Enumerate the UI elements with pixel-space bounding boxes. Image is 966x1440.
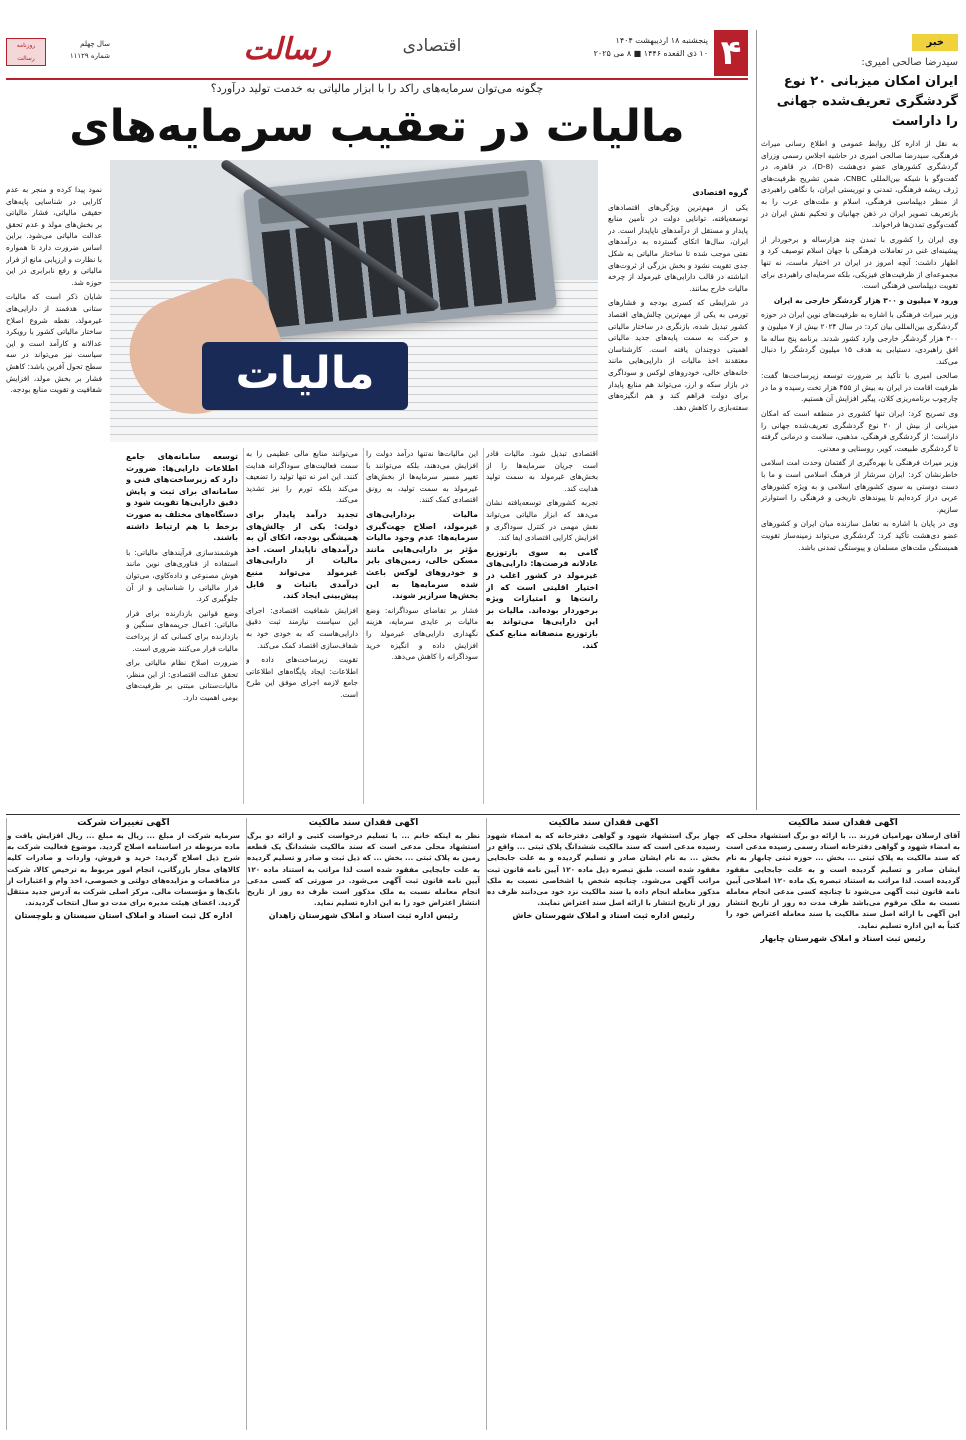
feature-paragraph: یکی از مهم‌ترین ویژگی‌های اقتصادهای توسعه‌یافته، توانایی دولت در تأمین منابع پایدار و مستقل از درآمدهای ناپایدار است. در ایران، سال‌ها اتکای گسترده به درآمدهای نفتی موجب شده تا ساختار مالیاتی به شکل جدی تقویت نشود و بخش بزرگی از ثروت‌های انباشته در قالب دارایی‌های غیرمولد از چرخه مالیات خارج بمانند. (608, 202, 748, 293)
date-other: ۱۰ ذی القعده ۱۴۴۶ ■ ۸ می ۲۰۲۵ (593, 49, 708, 58)
news-headline[interactable]: ایران امکان میزبانی ۲۰ نوع گردشگری تعریف‌شده جهانی را داراست (776, 74, 958, 129)
badge-bottom: رسالت (17, 55, 35, 62)
column-divider (363, 448, 364, 804)
news-paragraph: وی در پایان با اشاره به تعامل سازنده میان ایران و کشورهای عضو دی‌هشت تأکید کرد: گردشگری می‌تواند زمینه‌ساز تقویت همبستگی ملت‌های مسلمان و پیوستگی تمدنی باشد. (761, 519, 958, 552)
issue-number: شماره ۱۱۱۲۹ (69, 52, 110, 60)
feature-column-right (608, 184, 748, 804)
notice-item (247, 818, 480, 920)
feature-paragraph: تقویت زیرساخت‌های داده و اطلاعات: ایجاد پایگاه‌های اطلاعاتی جامع لازمه اجرای موفق این طرح است. (246, 655, 358, 699)
news-paragraph: به نقل از اداره کل روابط عمومی و اطلاع رسانی میراث فرهنگی، سیدرضا صالحی امیری در حاشیه اجلاس رسمی وزرای گردشگری کشورهای عضو دی‌هشت (D-8)، در قاهره، در گفت‌وگو با شبکه بین‌المللی CNBC، ضمن تشریح ظرفیت‌های ژرف ریشه فرهنگی، تمدنی و توریستی ایران، با نگاهی راهبردی از منظر دیپلماسی فرهنگی، اسلام و ملت‌های عرب را به بازتعریف تصویر ایران در ذهن جهانیان و تحکیم نقش ایران در گفت‌وگوی تمدن‌ها فراخواند. (761, 139, 959, 230)
feature-paragraph: وضع قوانین بازدارنده برای فرار مالیاتی: اعمال جریمه‌های سنگین و بازدارنده برای کسانی که از پرداخت مالیات فرار می‌کنند ضروری است. (126, 608, 238, 653)
photo-caption-stamp: مالیات (202, 342, 408, 410)
notice-signature: اداره کل ثبت اسناد و املاک استان سیستان و بلوچستان (14, 911, 233, 921)
news-paragraph: وی تصریح کرد: ایران تنها کشوری در منطقه است که امکان میزبانی از بیش از ۲۰ نوع گردشگری تعریف‌شده جهانی را داراست؛ از گردشگری فرهنگی، مذهبی، سلامت و درمانی گرفته تا گردشگری طبیعت، کویر، روستایی و معدنی. (761, 409, 958, 453)
date-persian: پنجشنبه ۱۸ اردیبهشت ۱۴۰۴ (615, 36, 708, 45)
feature-kicker: چگونه می‌توان سرمایه‌های راکد را با ابزار مالیاتی به خدمت تولید درآورد؟ (210, 82, 544, 95)
feature-paragraph: ضرورت اصلاح نظام مالیاتی برای تحقق عدالت اقتصادی: از این منظر، مالیات‌ستانی مبتنی بر ظرفیت‌های بومی اهمیت دارد. (126, 658, 238, 702)
notice-body: نظر به اینکه خانم ... با تسلیم درخواست کتبی و ارائه دو برگ استشهاد محلی مدعی است که سند مالکیت ششدانگ یک قطعه زمین به پلاک ثبتی ... بخش ... که ذیل ثبت و صادر و تسلیم گردیده به علت جابجایی مفقود شده است لذا مراتب به استناد ماده ۱۲۰ آیین نامه قانون ثبت آگهی می‌شود. در صورتی که کسی مدعی انجام معامله نسبت به ملک مذکور است ظرف ده روز از تاریخ انتشار اعتراض خود را به این اداره تسلیم نماید. (247, 831, 480, 908)
news-paragraph: وزیر میراث فرهنگی با بهره‌گیری از گفتمان وحدت امت اسلامی خاطرنشان کرد: ایران سرشار از فرهنگ اسلامی است و ما با دست دوستی به سوی کشورهای اسلامی و به ویژه کشورهای عربی دراز کرده‌ایم تا پیوندهای تاریخی و فرهنگی را استوارتر سازیم. (761, 458, 958, 514)
notice-signature: رئیس اداره ثبت اسناد و املاک شهرستان خاش (512, 911, 695, 921)
notice-title: آگهی فقدان سند مالکیت (548, 818, 659, 828)
notice-item (726, 818, 960, 943)
feature-photo (110, 160, 598, 442)
section-label: اقتصادی (402, 36, 462, 56)
notices-rule (6, 814, 960, 815)
newspaper-logo[interactable]: رسالت (243, 32, 331, 67)
notice-signature: رئیس ثبت اسناد و املاک شهرستان چابهار (760, 933, 926, 943)
column-divider (483, 448, 484, 804)
feature-headline[interactable]: مالیات در تعقیب سرمایه‌های (69, 101, 685, 152)
feature-paragraph: اقتصادی تبدیل شود. مالیات قادر است جریان سرمایه‌ها را از بخش‌های غیرمولد به سمت تولید هدایت کند. (486, 449, 598, 493)
news-tag: خبر (912, 34, 958, 51)
notice-title: آگهی تغییرات شرکت (77, 818, 170, 828)
feature-column-left (6, 184, 102, 804)
news-paragraph: صالحی امیری با تأکید بر ضرورت توسعه زیرساخت‌ها گفت: ظرفیت اقامت در ایران به بیش از ۴۵۵ هزار تخت رسیده و ما در چارچوب برنامه‌ریزی کلان، پیگیر افزایش آن هستیم. (761, 371, 958, 404)
date-block (568, 34, 708, 60)
page-number: ۴ (714, 30, 748, 76)
notice-item (487, 818, 720, 920)
feature-column-2 (366, 448, 478, 808)
news-subheading: ورود ۷ میلیون و ۳۰۰ هزار گردشگر خارجی به ایران (773, 295, 958, 305)
feature-column-1 (486, 448, 598, 808)
news-body (761, 138, 958, 553)
notice-signature: رئیس اداره ثبت اسناد و املاک شهرستان زاهدان (268, 911, 459, 921)
feature-paragraph: می‌توانند منابع مالی عظیمی را به سمت فعالیت‌های سوداگرانه هدایت کنند. این امر نه تنها تولید را تضعیف می‌کند بلکه تورم را نیز تشدید می‌کند. (246, 449, 358, 505)
notice-body: چهار برگ استشهاد شهود و گواهی دفترخانه که به امضاء شهود رسیده مدعی است که سند مالکیت ششدانگ پلاک ثبتی ... واقع در بخش ... به نام ایشان صادر و تسلیم گردیده و به علت جابجایی مفقود شده است. طبق تبصره ذیل ماده ۱۲۰ آیین نامه قانون ثبت مراتب آگهی می‌شود. چنانچه شخص یا اشخاصی نسبت به ملک مذکور معامله انجام داده یا سند مالکیت نزد خود می‌دانند ظرف ده روز از تاریخ انتشار با ارائه اصل سند اعتراض نمایند. (487, 831, 720, 908)
news-kicker: سیدرضا صالحی امیری: (861, 57, 958, 68)
notice-body: آقای ارسلان بهرامیان فرزند ... با ارائه دو برگ استشهاد محلی که به امضاء شهود و گواهی دفترخانه اسناد رسمی رسیده مدعی است که سند مالکیت به پلاک ثبتی ... بخش ... حوزه ثبتی چابهار به نام ایشان صادر و تسلیم گردیده است و به علت جابجایی مفقود گردیده است. لذا مراتب به استناد تبصره یک ماده ۱۲۰ اصلاحی آیین نامه قانون ثبت آگهی می‌شود تا چنانچه کسی مدعی انجام معامله نسبت به ملک مرقوم می‌باشد ظرف مدت ده روز از تاریخ انتشار این آگهی با ارائه اصل سند مالکیت یا سند معامله اعتراض خود را کتباً به این اداره تسلیم نماید. (726, 831, 960, 930)
feature-paragraph: نمود پیدا کرده و منجر به عدم کارایی در شناسایی پایه‌های حقیقی مالیاتی، فشار مالیاتی بر بخش‌های مولد و عدم تحقق عدالت مالیاتی می‌شود. براین اساس ضرورت دارد تا همواره با نظارت و ارزیابی مانع از فرار مالیاتی و رفع نابرابری در این حوزه شد. (6, 185, 102, 287)
notice-title: آگهی فقدان سند مالکیت (788, 818, 898, 828)
feature-paragraph: فشار بر تقاضای سوداگرانه: وضع مالیات بر عایدی سرمایه، هزینه نگهداری دارایی‌های غیرمولد را افزایش داده و انگیزه خرید سوداگرانه را کاهش می‌دهد. (366, 605, 478, 662)
legal-notices (6, 818, 960, 1430)
feature-paragraph: افزایش شفافیت اقتصادی: اجرای این سیاست نیازمند ثبت دقیق دارایی‌هاست که به خودی خود به شفاف‌سازی اقتصاد کمک می‌کند. (246, 605, 358, 650)
badge-top: روزنامه (16, 42, 36, 49)
feature-paragraph: هوشمندسازی فرآیندهای مالیاتی: با استفاده از فناوری‌های نوین مانند هوش مصنوعی و داده‌کاوی، می‌توان فرار مالیاتی را شناسایی و از آن جلوگیری کرد. (126, 547, 238, 604)
mini-logo-badge (6, 38, 46, 66)
issue-info (50, 38, 110, 62)
news-paragraph: وزیر میراث فرهنگی با اشاره به ظرفیت‌های نوین ایران در حوزه گردشگری بین‌المللی بیان کرد: در سال ۲۰۲۴ بیش از ۷ میلیون و ۳۰۰ هزار گردشگر خارجی وارد کشور شدند. برنامه پنج ساله ما افق راهبردی، دستیابی به هدف ۱۵ میلیون گردشگر را دنبال می‌کند. (761, 310, 958, 366)
calculator-graphic (243, 160, 557, 339)
feature-paragraph: شایان ذکر است که مالیات ستانی هدفمند از دارایی‌های غیرمولد، نقطه شروع اصلاح ساختار مالیاتی کشور با رویکرد عدالانه و کارآمد است و این سیاست نیز می‌تواند در سه سطح تحول آفرین باشد: کاهش فشار بر بخش مولد، افزایش شفافیت و تقویت منابع بودجه. (6, 292, 102, 395)
news-column (756, 30, 966, 810)
feature-subheading: گامی به سوی بازتوزیع عادلانه فرصت‌ها: دارایی‌های غیرمولد در کشور اغلب در اختیار اقلیتی است که از رانت‌ها و امتیازات ویژه برخوردار بوده‌اند. مالیات بر این دارایی‌ها می‌تواند به بازتوزیع منصفانه منابع کمک کند. (486, 547, 598, 650)
masthead (0, 30, 748, 76)
feature-author: گروه اقتصادی (692, 188, 748, 197)
notice-column (246, 818, 480, 1430)
news-paragraph: وی ایران را کشوری با تمدن چند هزارساله و برخوردار از پیشینه‌ای غنی در تعاملات فرهنگی با جهان اسلام توصیف کرد و اظهار داشت: آنچه امروز در ایران در اختیار ماست، نه تنها مجموعه‌ای از ظرفیت‌های فیزیکی، بلکه سرمایه‌ای راهبردی برای تقویت دیپلماسی فرهنگی است. (761, 234, 958, 291)
feature-subheading: توسعه سامانه‌های جامع اطلاعات دارایی‌ها: ضرورت دارد که زیرساخت‌های فنی و سامانه‌ای برای ثبت و پایش دقیق دارایی‌ها تقویت شود و دستگاه‌های مختلف به صورت برخط با هم ارتباط داشته باشند. (126, 452, 238, 543)
feature-article (6, 82, 748, 810)
feature-paragraph: تجربه کشورهای توسعه‌یافته نشان می‌دهد که ابزار مالیاتی می‌تواند نقش مهمی در کنترل سوداگری و افزایش کارایی اقتصادی ایفا کند. (486, 498, 598, 543)
notice-body: سرمایه شرکت از مبلغ ... ریال به مبلغ ... ریال افزایش یافت و ماده مربوطه در اساسنامه اصلاح گردید. موضوع فعالیت شرکت به شرح ذیل اصلاح گردید: خرید و فروش، واردات و صادرات کلیه کالاهای مجاز بازرگانی، انجام امور مربوط به ترخیص کالا، شرکت در مناقصات و مزایده‌های دولتی و خصوصی، اخذ وام و اعتبارات از بانک‌ها و مؤسسات مالی. مرکز اصلی شرکت به آدرس جدید منتقل گردید. اعضای هیئت مدیره برای مدت دو سال انتخاب گردیدند. (7, 831, 240, 908)
issue-year: سال چهلم (80, 40, 110, 48)
notice-column (726, 818, 960, 1430)
feature-subheading: مالیات بردارایی‌های غیرمولد، اصلاح جهت‌گیری سرمایه‌ها: عدم وجود مالیات مؤثر بر دارایی‌هایی مانند مسکن خالی، زمین‌های بایر و خودروهای لوکس باعث شده سرمایه‌ها به این بخش‌ها سرازیر شوند. (366, 509, 478, 601)
column-divider (243, 448, 244, 804)
feature-paragraph: این مالیات‌ها نه‌تنها درآمد دولت را افزایش می‌دهند، بلکه می‌توانند با تغییر مسیر سرمایه‌ها از بخش‌های غیرمولد به سمت تولید، به رونق اقتصادی کمک کنند. (366, 449, 478, 505)
feature-subheading: تجدید درآمد پایدار برای دولت: یکی از چالش‌های همیشگی بودجه، اتکای آن به درآمدهای ناپایدار است. اخذ مالیات از دارایی‌های غیرمولد می‌تواند منبع درآمدی باثبات و قابل پیش‌بینی ایجاد کند. (246, 509, 358, 601)
header-rule (6, 78, 748, 80)
feature-column-4 (126, 448, 238, 808)
feature-paragraph: در شرایطی که کسری بودجه و فشارهای تورمی به یکی از مهم‌ترین چالش‌های اقتصاد کشور تبدیل شده، بازنگری در ساختار مالیاتی و حرکت به سمت پایه‌های جدید مالیاتی اهمیتی دوچندان یافته است. کارشناسان معتقدند اخذ مالیات از دارایی‌هایی مانند خانه‌های خالی، خودروهای لوکس و سوداگری در بازار سکه و ارز، می‌تواند هم منابع پایدار برای دولت فراهم کند و هم انگیزه‌های سفته‌بازی را کاهش دهد. (608, 298, 748, 412)
feature-column-3 (246, 448, 358, 808)
notice-title: آگهی فقدان سند مالکیت (308, 818, 419, 828)
notice-column (6, 818, 240, 1430)
notice-item (7, 818, 240, 920)
notice-column (486, 818, 720, 1430)
